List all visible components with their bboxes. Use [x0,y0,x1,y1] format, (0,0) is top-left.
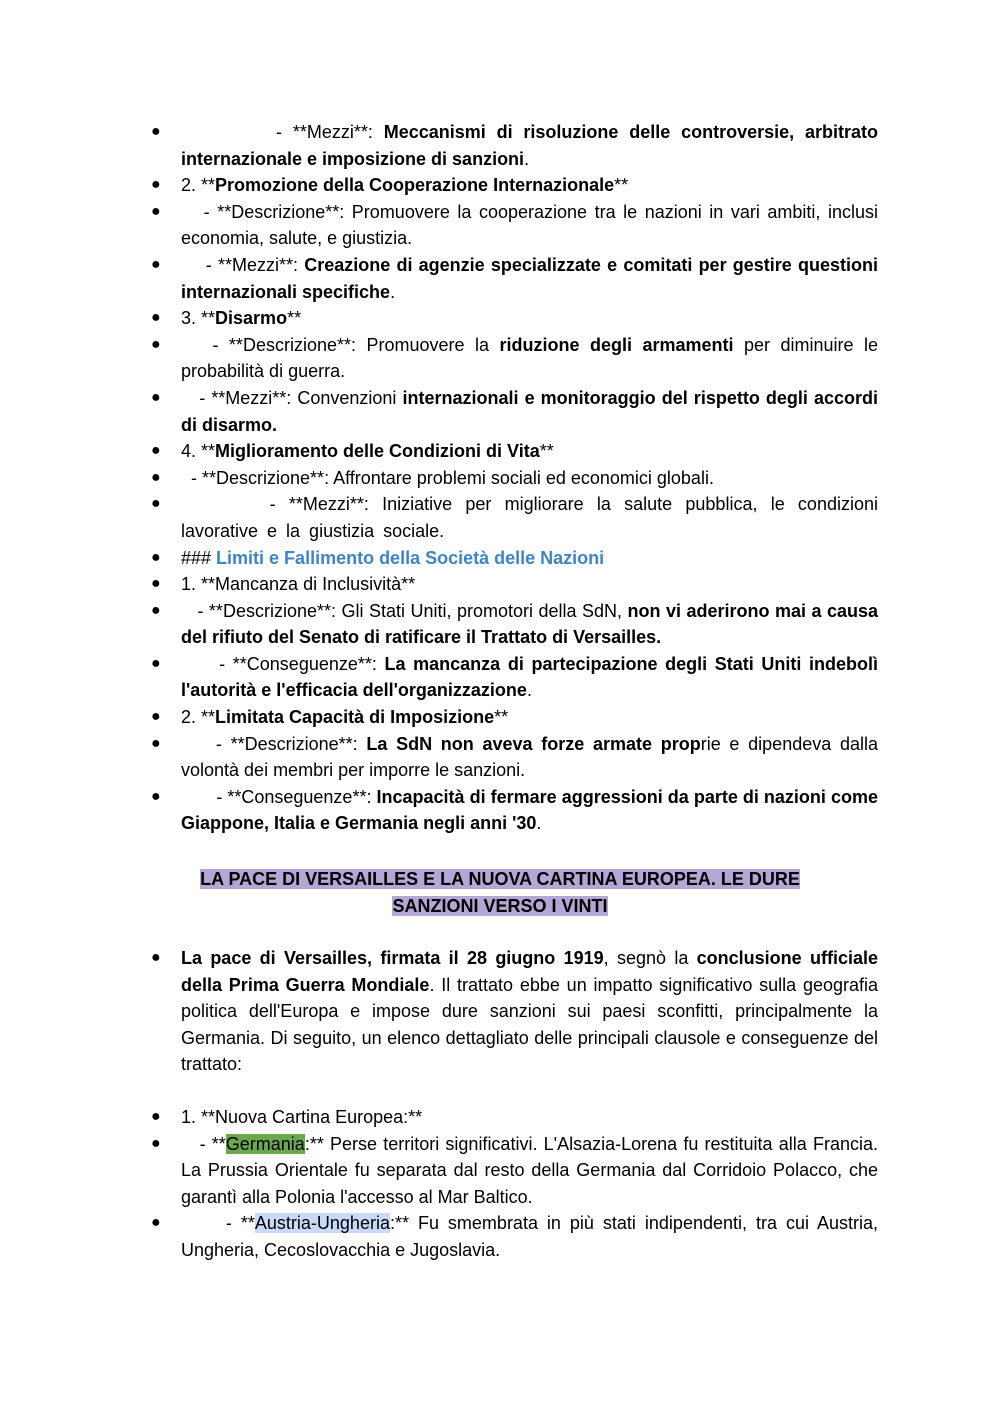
bullet-icon: ● [151,442,161,460]
list-item: ● - **Descrizione**: Promuovere la cooperazione tra le nazioni in vari ambiti, inclusi economia, salute, e giustizia. [0,199,1000,252]
list-item: ● La pace di Versailles, firmata il 28 giugno 1919, segnò la conclusione ufficiale della Prima Guerra Mondiale. Il trattato ebbe un impatto significativo sulla geografia politica dell'Europa e impose dure sanzioni sui paesi sconfitti, principalmente la Germania. Di seguito, un elenco dettagliato delle principali clausole e conseguenze del trattato: [0,945,1000,1078]
bullet-icon: ● [151,575,161,593]
bullet-icon: ● [151,949,161,966]
list-item: ● 3. **Disarmo** [0,305,1000,332]
bullet-icon: ● [151,309,161,327]
bullet-icon: ● [151,708,161,726]
bullet-icon: ● [151,787,161,805]
list-item: ● - **Descrizione**: Gli Stati Uniti, promotori della SdN, non vi aderirono mai a causa del rifiuto del Senato di ratificare il Trattato di Versailles. [0,598,1000,651]
bullet-icon: ● [151,202,161,220]
list-item: ● - **Descrizione**: Affrontare problemi sociali ed economici globali. [0,465,1000,492]
bullet-icon: ● [151,601,161,619]
list-item: ● - **Conseguenze**: Incapacità di fermare aggressioni da parte di nazioni come Giappone, Italia e Germania negli anni '30. [0,784,1000,837]
heading-line-2: SANZIONI VERSO I VINTI [392,895,608,916]
bullet-icon: ● [151,335,161,353]
list-versailles-clauses [0,1104,1000,1264]
section-heading [0,866,1000,919]
list-item: ● - **Descrizione**: Promuovere la riduzione degli armamenti per diminuire le probabilità di guerra. [0,332,1000,385]
list-league-goals [0,119,1000,837]
bullet-icon: ● [151,468,161,486]
list-item: ● 2. **Promozione della Cooperazione Internazionale** [0,172,1000,199]
list-item: ● - **Germania:** Perse territori significativi. L'Alsazia-Lorena fu restituita alla Francia. La Prussia Orientale fu separata dal resto della Germania dal Corridoio Polacco, che garantì alla Polonia l'accesso al Mar Baltico. [0,1131,1000,1211]
list-item: ● - **Mezzi**: Convenzioni internazionali e monitoraggio del rispetto degli accordi di disarmo. [0,385,1000,438]
bullet-icon: ● [151,1108,161,1125]
list-item: ● 1. **Mancanza di Inclusività** [0,571,1000,598]
bullet-icon: ● [151,176,161,194]
list-item: ● 4. **Miglioramento delle Condizioni di Vita** [0,438,1000,465]
list-versailles-intro [0,945,1000,1078]
bullet-icon: ● [151,548,161,566]
bullet-icon: ● [151,1134,161,1152]
list-item: ● - **Mezzi**: Iniziative per migliorare la salute pubblica, le condizioni lavorative e la giustizia sociale. [0,491,1000,544]
bullet-icon: ● [151,654,161,672]
list-item: ● - **Austria-Ungheria:** Fu smembrata in più stati indipendenti, tra cui Austria, Ungheria, Cecoslovacchia e Jugoslavia. [0,1210,1000,1263]
bullet-icon: ● [151,1214,161,1232]
list-item: ● ### Limiti e Fallimento della Società delle Nazioni [0,545,1000,572]
bullet-icon: ● [151,495,161,513]
list-item: ● 2. **Limitata Capacità di Imposizione** [0,704,1000,731]
list-item: ● - **Conseguenze**: La mancanza di partecipazione degli Stati Uniti indebolì l'autorità e l'efficacia dell'organizzazione. [0,651,1000,704]
bullet-icon: ● [151,123,161,140]
austria-highlight: Austria-Ungheria [254,1213,390,1234]
bullet-icon: ● [151,734,161,752]
heading-line-1: LA PACE DI VERSAILLES E LA NUOVA CARTINA EUROPEA. LE DURE [200,869,800,889]
bullet-icon: ● [151,388,161,406]
list-item: ● - **Mezzi**: Meccanismi di risoluzione delle controversie, arbitrato internazionale e imposizione di sanzioni. [0,119,1000,172]
list-item: ● - **Mezzi**: Creazione di agenzie specializzate e comitati per gestire questioni internazionali specifiche. [0,252,1000,305]
germania-highlight: Germania [225,1133,305,1154]
list-item: ● - **Descrizione**: La SdN non aveva forze armate proprie e dipendeva dalla volontà dei membri per imporre le sanzioni. [0,731,1000,784]
bullet-icon: ● [151,255,161,273]
list-item: ● 1. **Nuova Cartina Europea:** [0,1104,1000,1131]
subheading-limiti: Limiti e Fallimento della Società delle Nazioni [216,547,605,568]
